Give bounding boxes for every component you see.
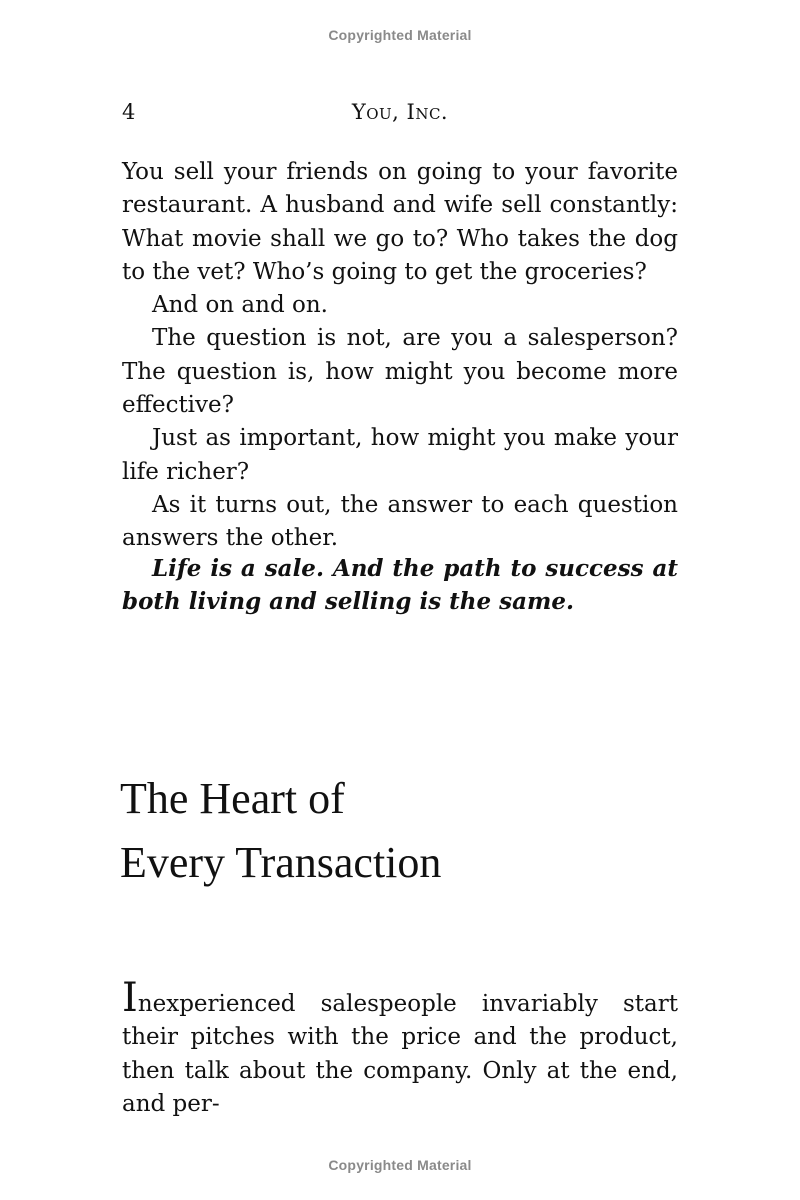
page-number: 4 (122, 100, 136, 124)
running-head: You, Inc. (351, 100, 449, 124)
paragraph: The question is not, are you a salesperson? The question is, how might you become more effective? (122, 325, 678, 419)
copyright-watermark-bottom: Copyrighted Material (328, 1157, 472, 1173)
body-text-block (122, 156, 678, 556)
section-heading-line-2: Every Transaction (120, 838, 442, 887)
opening-paragraph-text: nexperienced salespeople invariably start their pitches with the price and the product, then talk about the company. Only at the end, and per- (122, 991, 678, 1117)
section-opening-text (122, 975, 678, 1121)
paragraph: As it turns out, the answer to each question answers the other. (122, 491, 678, 552)
section-heading-line-1: The Heart of (120, 774, 345, 823)
paragraph: And on and on. (152, 292, 328, 319)
paragraph: You sell your friends on going to your favorite restaurant. A husband and wife sell constantly: What movie shall we go to? Who takes the dog to the vet? Who’s going to get the groceries? (122, 159, 678, 285)
copyright-watermark-top: Copyrighted Material (328, 27, 472, 43)
section-heading (120, 767, 680, 895)
opening-paragraph (122, 975, 678, 1121)
paragraph: Just as important, how might you make your life richer? (122, 425, 678, 485)
emphasis-callout: Life is a sale. And the path to success at both living and selling is the same. (122, 555, 678, 616)
drop-initial: I (122, 975, 138, 1021)
